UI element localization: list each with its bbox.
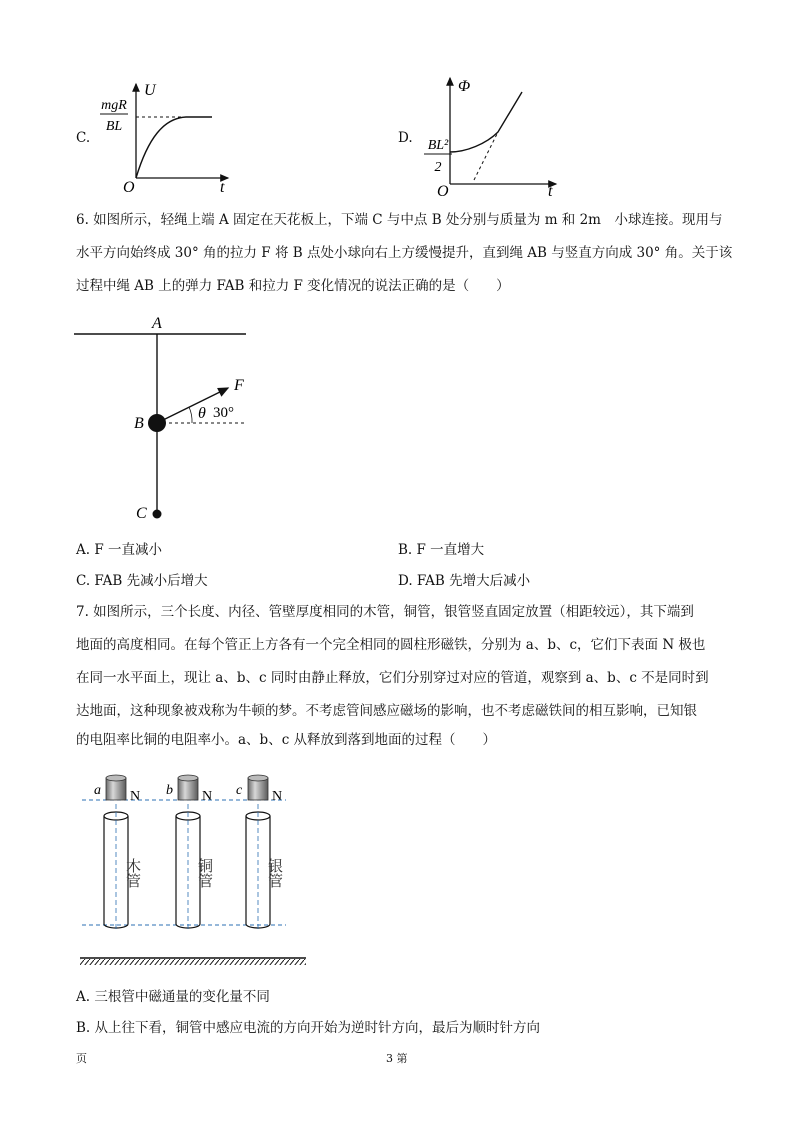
angle-value-label: 30° xyxy=(213,405,234,421)
angle-theta-label: θ xyxy=(198,405,206,422)
q7-option-a: A. 三根管中磁通量的变化量不同 xyxy=(76,989,270,1005)
level-denominator: 2 xyxy=(434,160,442,175)
magnet-c-label: c xyxy=(236,783,243,798)
q7-text-line-1: 7. 如图所示，三个长度、内径、管壁厚度相同的木管，铜管，银管竖直固定放置（相距较远），其下端到 xyxy=(76,604,694,620)
x-axis-label: t xyxy=(220,179,225,196)
q6-text-line-1: 6. 如图所示，轻绳上端 A 固定在天花板上，下端 C 与中点 B 处分别与质量为 m 和 2m 小球连接。现用与 xyxy=(76,212,723,228)
q6-text-line-3: 过程中绳 AB 上的弹力 FAB 和拉力 F 变化情况的说法正确的是（ ） xyxy=(76,278,510,294)
pole-n-label: N xyxy=(272,789,283,804)
q6-option-b: B. F 一直增大 xyxy=(398,542,485,558)
q6-text-line-2: 水平方向始终成 30° 角的拉力 F 将 B 点处小球向右上方缓慢提升，直到绳 AB 与竖直方向成 30° 角。关于该 xyxy=(76,245,733,261)
point-a-label: A xyxy=(152,315,162,332)
origin-label: O xyxy=(123,179,135,196)
q7-text-line-2: 地面的高度相同。在每个管正上方各有一个完全相同的圆柱形磁铁，分别为 a、b、c，它们下表面 N 极也 xyxy=(76,637,706,653)
level-numerator: mgR xyxy=(101,98,127,113)
option-d-label: D. xyxy=(398,130,413,146)
q7-text-line-4: 达地面，这种现象被戏称为牛顿的梦。不考虑管间感应磁场的影响，也不考虑磁铁间的相互影响，已知银 xyxy=(76,703,697,719)
option-c-label: C. xyxy=(76,130,91,146)
tangent-dash xyxy=(474,132,498,180)
point-c-label: C xyxy=(136,505,147,522)
ball-b xyxy=(148,414,166,432)
magnet-c xyxy=(248,775,268,800)
q6-option-d: D. FAB 先增大后减小 xyxy=(398,573,531,589)
q6-figure-rope xyxy=(70,310,260,530)
q6-option-c: C. FAB 先减小后增大 xyxy=(76,573,208,589)
q7-figure-tubes xyxy=(74,768,314,974)
footer-left: 页 xyxy=(76,1052,87,1065)
y-axis-label: U xyxy=(144,82,156,99)
phi-curve xyxy=(450,92,522,152)
level-numerator: BL² xyxy=(427,138,449,153)
graph-d-phi-vs-t xyxy=(418,72,566,198)
q6-option-a: A. F 一直减小 xyxy=(76,542,162,558)
pole-n-label: N xyxy=(202,789,213,804)
q7-text-line-5: 的电阻率比铜的电阻率小。a、b、c 从释放到落到地面的过程（ ） xyxy=(76,732,497,748)
x-axis-label: t xyxy=(548,183,553,198)
angle-arc xyxy=(189,407,192,423)
u-curve xyxy=(136,117,212,178)
graph-c-u-vs-t xyxy=(96,78,246,196)
pole-n-label: N xyxy=(130,789,141,804)
level-denominator: BL xyxy=(105,119,123,134)
page-number: 3 第 xyxy=(386,1052,408,1065)
magnet-a xyxy=(106,775,126,800)
magnet-b xyxy=(178,775,198,800)
force-f-label: F xyxy=(234,377,244,394)
tube-wood-label: 木管 xyxy=(124,858,140,888)
tube-copper-label: 铜管 xyxy=(196,858,212,888)
y-axis-label: Φ xyxy=(458,78,471,95)
q7-option-b: B. 从上往下看，铜管中感应电流的方向开始为逆时针方向，最后为顺时针方向 xyxy=(76,1020,541,1036)
point-b-label: B xyxy=(134,415,144,432)
origin-label: O xyxy=(437,183,449,198)
ground-hatch xyxy=(80,959,306,965)
q7-text-line-3: 在同一水平面上，现让 a、b、c 同时由静止释放，它们分别穿过对应的管道，观察到 a、b、c 不是同时到 xyxy=(76,670,709,686)
magnet-a-label: a xyxy=(94,783,101,798)
ball-c xyxy=(153,510,162,519)
tube-silver-label: 银管 xyxy=(266,858,282,888)
magnet-b-label: b xyxy=(166,783,173,798)
